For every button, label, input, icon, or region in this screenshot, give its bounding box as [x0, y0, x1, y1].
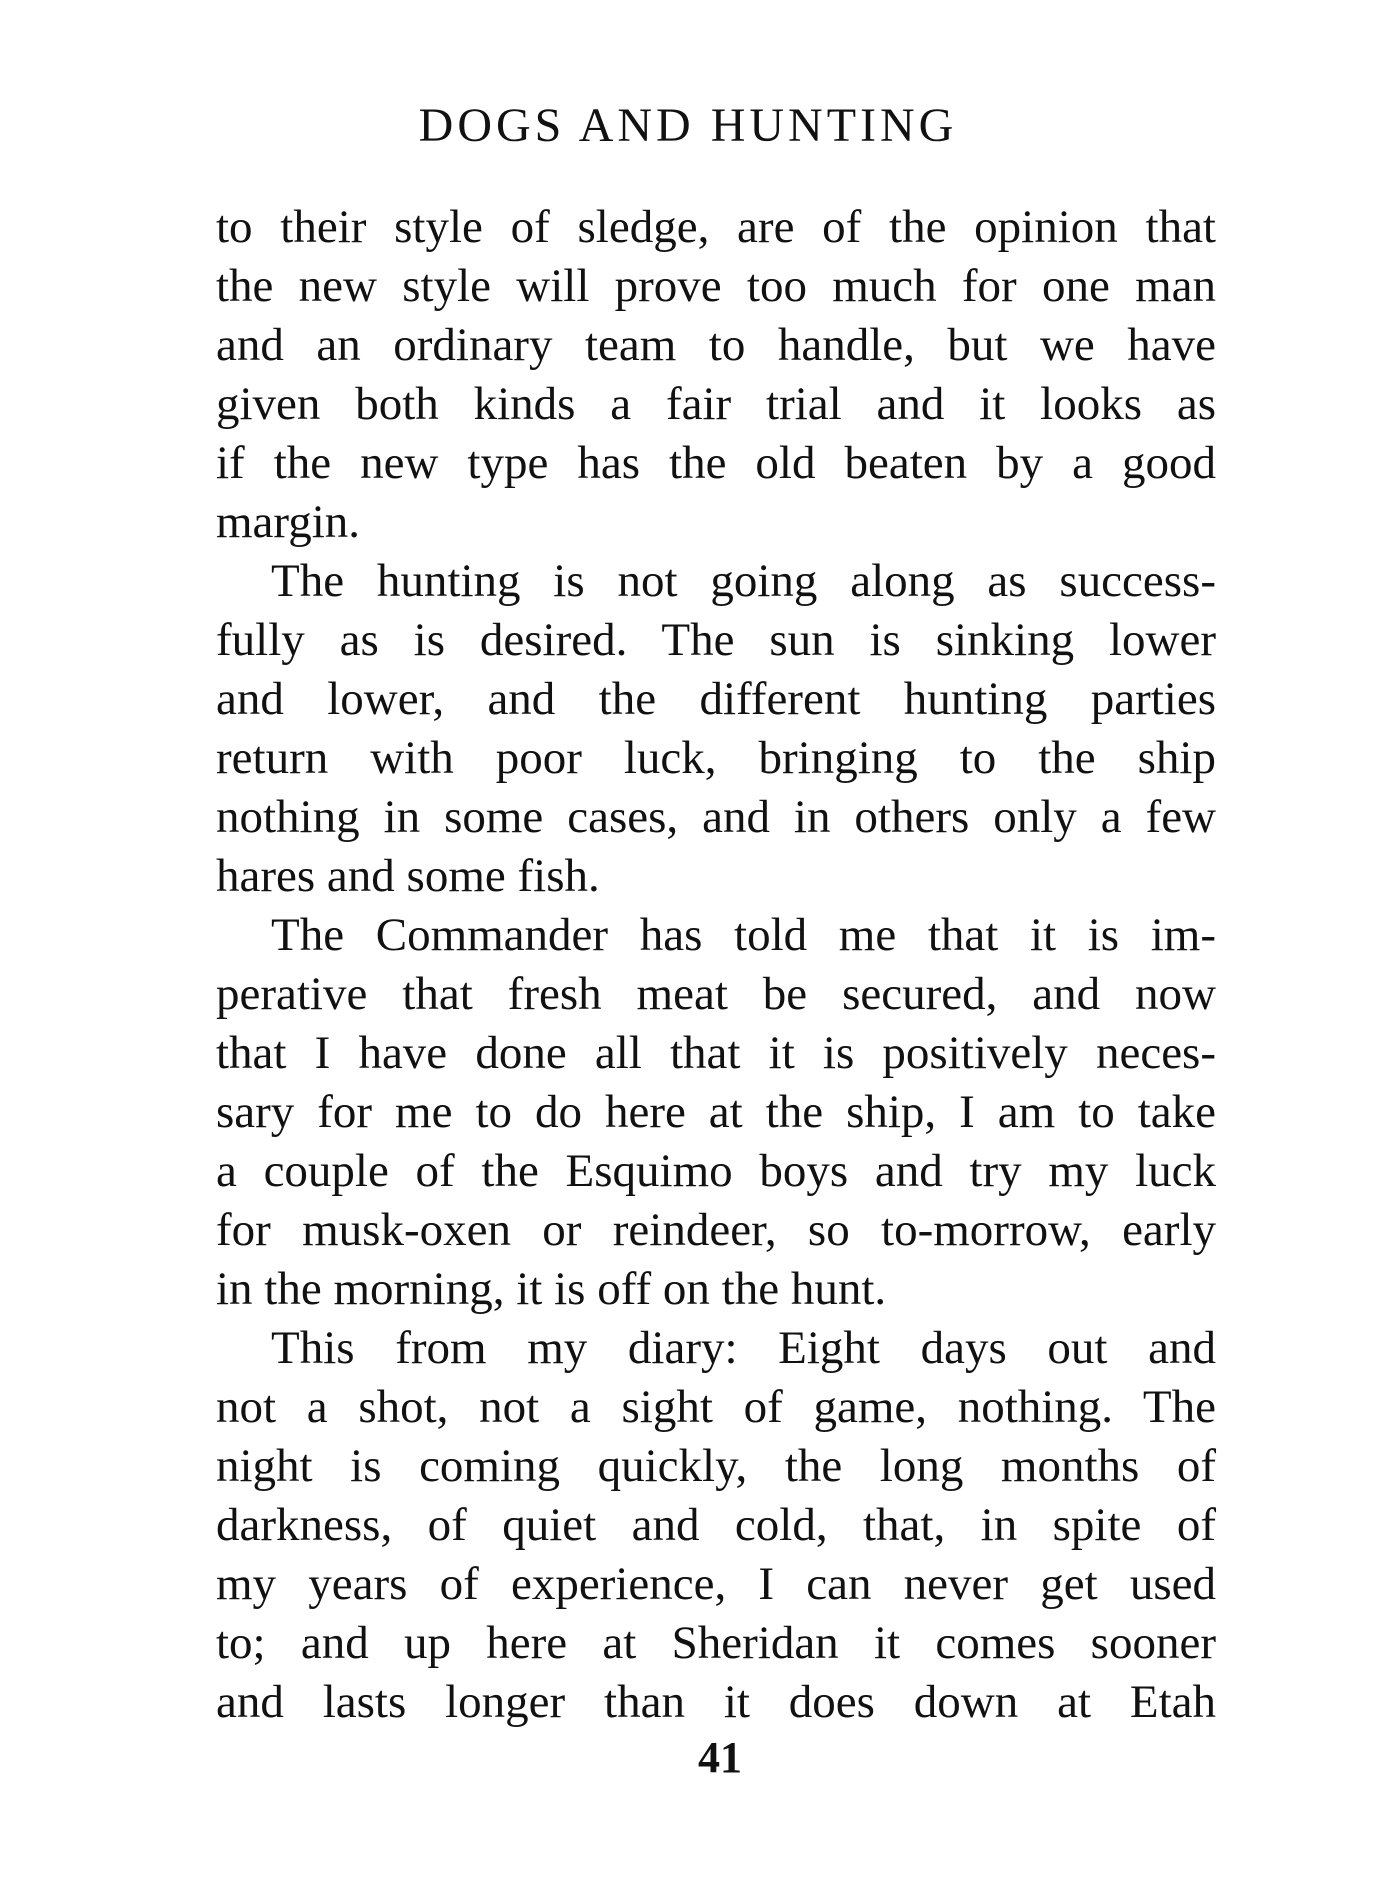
paragraph	[216, 1319, 1216, 1732]
text-line: not a shot, not a sight of game, nothing. The	[216, 1381, 1216, 1433]
paragraph	[216, 198, 1216, 552]
text-line: return with poor luck, bringing to the ship	[216, 732, 1216, 784]
text-line: This from my diary: Eight days out and	[271, 1322, 1216, 1374]
text-line: my years of experience, I can never get used	[216, 1558, 1216, 1610]
text-line: margin.	[216, 496, 361, 548]
paragraph	[216, 552, 1216, 906]
text-line: and an ordinary team to handle, but we have	[216, 319, 1216, 371]
text-line: a couple of the Esquimo boys and try my luck	[216, 1145, 1216, 1197]
page-number: 41	[698, 1733, 742, 1782]
text-line: the new style will prove too much for one man	[216, 260, 1216, 312]
text-line: in the morning, it is off on the hunt.	[216, 1263, 887, 1315]
text-line: The hunting is not going along as success-	[271, 555, 1216, 607]
paragraph	[216, 906, 1216, 1319]
text-line: given both kinds a fair trial and it looks as	[216, 378, 1216, 430]
text-line: if the new type has the old beaten by a good	[216, 437, 1216, 489]
text-line: perative that fresh meat be secured, and now	[216, 968, 1216, 1020]
text-line: hares and some fish.	[216, 850, 600, 902]
text-line: to their style of sledge, are of the opinion that	[216, 201, 1216, 253]
text-line: nothing in some cases, and in others only a few	[216, 791, 1216, 843]
text-line: and lasts longer than it does down at Etah	[216, 1676, 1216, 1728]
text-line: and lower, and the different hunting parties	[216, 673, 1216, 725]
body-text	[216, 198, 1216, 1732]
text-line: to; and up here at Sheridan it comes sooner	[216, 1617, 1216, 1669]
text-line: for musk-oxen or reindeer, so to-morrow, early	[216, 1204, 1216, 1256]
text-line: The Commander has told me that it is im-	[271, 909, 1216, 961]
text-line: that I have done all that it is positively neces-	[216, 1027, 1216, 1079]
text-line: fully as is desired. The sun is sinking lower	[216, 614, 1216, 666]
running-head: DOGS AND HUNTING	[418, 99, 958, 152]
text-line: night is coming quickly, the long months of	[216, 1440, 1216, 1492]
text-line: sary for me to do here at the ship, I am to take	[216, 1086, 1216, 1138]
text-line: darkness, of quiet and cold, that, in spite of	[216, 1499, 1216, 1551]
